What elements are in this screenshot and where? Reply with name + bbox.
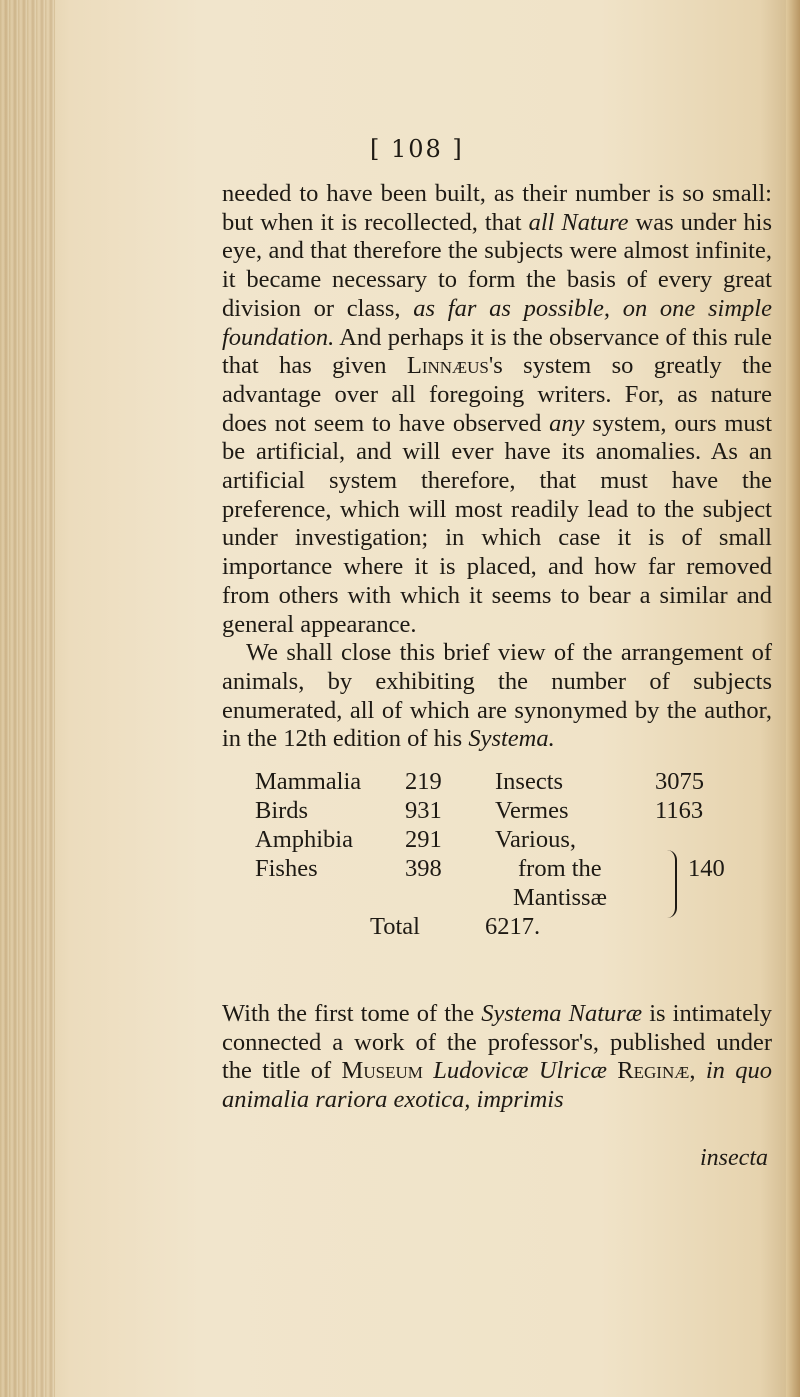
text-run: system, ours must be artificial, and will ever have its anomalies. As an artificial system therefore, that must have the preference, which will most readily lead to the subject under investigation; in which case it is of small importance where it is placed, and how far removed from others with which it seems to bear a similar and general appearance. (222, 409, 772, 638)
paragraph-1 (222, 180, 772, 639)
small-caps-run: Linnæus (406, 352, 489, 380)
paragraph-3 (222, 1000, 772, 1115)
table-row-count: 931 (405, 797, 442, 824)
small-caps-run: Museum (341, 1057, 423, 1085)
closing-text (222, 1000, 772, 1115)
italic-run: any (549, 409, 585, 437)
various-line: from the (518, 855, 602, 882)
text-run (607, 1057, 617, 1084)
text-run: was under his eye, and that therefore the subjects were almost infinite, it became necessary to form the basis of every great division or class, (222, 208, 772, 322)
text-run: With the first tome of the (222, 1000, 482, 1027)
text-run: 's system so greatly the advantage over all foregoing writers. For, as nature does not seem to have observed (222, 352, 772, 437)
table-row-label: Birds (255, 797, 309, 824)
page-edge (786, 0, 800, 1397)
total-label: Total (370, 913, 420, 940)
text-run: And perhaps it is the observance of this rule that has given (222, 323, 772, 380)
various-line: Mantissæ (513, 884, 607, 911)
italic-run: as far as possible, on one simple foundation. (222, 294, 772, 351)
table-row-label: Fishes (255, 855, 318, 882)
table-row-label: Vermes (495, 797, 569, 824)
italic-run: Systema. (468, 725, 555, 753)
table-row-count: 3075 (655, 768, 704, 795)
main-text (222, 180, 772, 754)
various-line: Various, (495, 826, 576, 853)
table-row-count: 219 (405, 768, 442, 795)
italic-run: Systema Naturæ (481, 1000, 643, 1027)
table-row-count: 1163 (655, 797, 704, 824)
table-row-count: 398 (405, 855, 442, 882)
page-number: [ 108 ] (370, 135, 464, 163)
italic-run: all Nature (528, 208, 629, 236)
paragraph-2 (222, 639, 772, 754)
table-row-label: Amphibia (255, 826, 353, 853)
italic-run: in quo animalia rariora exotica, imprimis (222, 1057, 773, 1114)
table-row-label: Insects (495, 768, 564, 795)
text-run (423, 1057, 433, 1084)
total-value: 6217. (485, 913, 541, 940)
text-run: is intimately connected a work of the professor's, published under the title of (222, 1000, 773, 1085)
text-run: needed to have been built, as their number is so small: but when it is recollected, that (222, 180, 772, 236)
small-caps-run: Reginæ (617, 1057, 690, 1085)
species-count-table (255, 768, 775, 988)
binding-gutter (0, 0, 55, 1397)
various-count: 140 (688, 855, 725, 882)
table-row-count: 291 (405, 826, 442, 853)
table-row-label: Mammalia (255, 768, 362, 795)
italic-run: Ludovicæ Ulricæ (433, 1057, 607, 1085)
text-run: , (689, 1057, 706, 1085)
brace-mark (663, 850, 677, 918)
text-run: We shall close this brief view of the arrangement of animals, by exhibiting the number of subjects enumerated, all of which are synonymed by the author, in the 12th edition of his (222, 639, 772, 753)
catchword: insecta (700, 1145, 768, 1171)
